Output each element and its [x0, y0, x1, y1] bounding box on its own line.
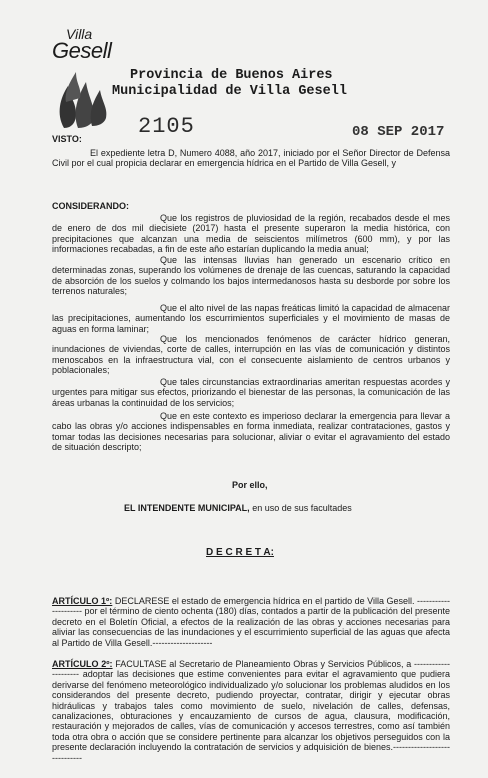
decreta-heading: D E C R E T A:: [206, 547, 274, 558]
municipality-title: Municipalidad de Villa Gesell: [112, 84, 347, 99]
intendente-rest: en uso de sus facultades: [252, 503, 352, 513]
logo-flame-icon: [54, 62, 116, 132]
considerando-paragraph: Que el alto nivel de las napas freáticas limitó la capacidad de almacenar las precipitaciones, aumentando los escurrimientos superficiales y el movimiento de masas de aguas en forma laminar;: [52, 303, 450, 334]
article-1-text: DECLARESE el estado de emergencia hídrica en el partido de Villa Gesell. --------------------- por el término de ciento ochenta (180) días, contados a partir de la publicación del presente decreto en el Boletín Oficial, a efectos de la realización de las obras y acciones necesarias para aliviar las consecuencias de las inundaciones y el escurrimiento superficial de las aguas que afecta al Partido de Villa Gesell.--------------------: [52, 596, 450, 648]
visto-text: El expediente letra D, Numero 4088, año 2017, iniciado por el Señor Director de Defensa Civil por el cual propicia declarar en emergencia hídrica en el Partido de Villa Gesell, y: [52, 148, 450, 169]
decree-number: 2105: [138, 114, 195, 139]
date-stamp: 08 SEP 2017: [352, 124, 445, 140]
article-2-label: ARTÍCULO 2º:: [52, 659, 113, 669]
province-title: Provincia de Buenos Aires: [130, 68, 333, 83]
por-ello: Por ello,: [232, 480, 268, 490]
logo-text-villa: Villa: [66, 26, 93, 42]
article-1-label: ARTÍCULO 1º:: [52, 596, 113, 606]
article-2: [52, 659, 450, 763]
logo-text-gesell: Gesell: [52, 38, 112, 63]
intendente-line: [124, 503, 352, 513]
municipality-logo: [52, 26, 114, 122]
intendente-title: EL INTENDENTE MUNICIPAL,: [124, 503, 250, 513]
considerando-label: CONSIDERANDO:: [52, 201, 130, 211]
article-2-text: FACULTASE al Secretario de Planeamiento Obras y Servicios Públicos, a --------------------- adoptar las decisiones que estime convenientes para evitar el agravamiento que pudiera derivarse del fenómeno meteorológico individualizado y/o solucionar los problemas aludidos en los considerandos del presente decreto, pudiendo proyectar, contratar, dirigir y ejecutar obras hidráulicas y trabajos tales como movimiento de suelo, nivelación de calles, defensas, canalizaciones, obturaciones y encauzamiento de cursos de agua, clausura, modificación, restauración y mejorados de calles, vías de comunicación y accesos terrestres, como así también toda otra obra o acción que se considere pertinente para alcanzar los objetivos perseguidos con la presente declaración incluyendo la contratación de servicios y adquisición de bienes.-----------------------------: [52, 659, 450, 763]
article-1: [52, 596, 450, 648]
considerando-paragraph: Que los registros de pluviosidad de la región, recabados desde el mes de enero de dos mil diecisiete (2017) hasta el presente superaron la media histórica, con precipitaciones que alcanzan una media de seiscientos milímetros (600 mm), y por las informaciones recabadas, a fin de este año estarían duplicando la media anual;: [52, 213, 450, 255]
visto-label: VISTO:: [52, 134, 82, 144]
considerando-paragraph: Que las intensas lluvias han generado un escenario crítico en determinadas zonas, superando los volúmenes de drenaje de las cuencas, saturando la capacidad de absorción de los suelos y colmando los bajos intermedanosos hasta su desborde por sobre los terrenos naturales;: [52, 255, 450, 297]
considerando-paragraph: Que tales circunstancias extraordinarias ameritan respuestas acordes y urgentes para mitigar sus efectos, priorizando el bienestar de las personas, la comunicación de las áreas urbanas la continuidad de los servicios;: [52, 377, 450, 408]
considerando-paragraph: Que en este contexto es imperioso declarar la emergencia para llevar a cabo las obras y/o acciones indispensables en forma inmediata, realizar contrataciones, gastos y tomar todas las decisiones necesarias para solucionar, aliviar o evitar el agravamiento del estado de situación descripto;: [52, 411, 450, 453]
considerando-paragraph: Que los mencionados fenómenos de carácter hídrico generan, inundaciones de viviendas, corte de calles, interrupción en las vías de comunicación y distintos menoscabos en la infraestructura vial, con el consecuente aislamiento de centros urbanos y poblacionales;: [52, 334, 450, 376]
